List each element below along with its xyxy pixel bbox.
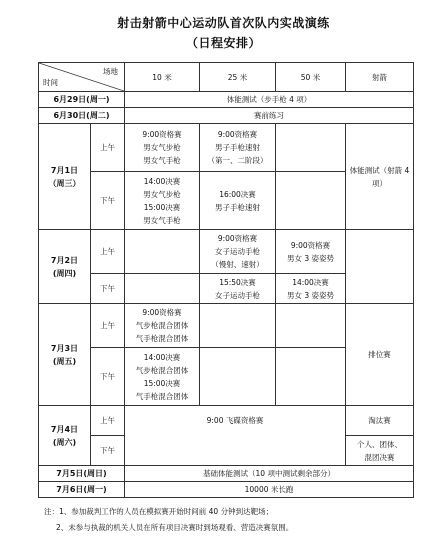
row-0704-am <box>39 406 414 436</box>
date-0702-day: 7月2日 <box>50 255 79 265</box>
cell-0703-am-50m <box>276 304 346 348</box>
cell-0701-archery: 体能测试（射箭 4 项） <box>346 124 414 230</box>
col-header-25m: 25 米 <box>200 63 276 92</box>
period-pm-0701: 下午 <box>91 172 125 230</box>
footnote-1: 注：1、参加裁判工作的人员在模拟赛开始时间前 40 分钟到达靶场； <box>44 507 274 516</box>
event-line: 14:00决赛 <box>292 277 329 287</box>
date-0705: 7月5日(周日) <box>39 466 125 482</box>
event-line: 混团决赛 <box>364 452 395 462</box>
date-0702-weekday: (周四) <box>52 268 77 278</box>
cell-0702-pm-25m <box>200 274 276 304</box>
event-line: 9:00资格赛 <box>217 234 258 243</box>
event-line: 男女气手枪 <box>143 215 181 225</box>
event-line: 气手枪混合团体 <box>135 334 189 343</box>
row-0703-am <box>39 304 414 348</box>
date-0704 <box>39 406 91 466</box>
date-0704-day: 7月4日 <box>50 424 79 434</box>
venue-label: 场地 <box>103 67 118 76</box>
cell-0703-pm-25m <box>200 348 276 406</box>
cell-0703-pm-50m <box>276 348 346 406</box>
date-0701-weekday: （周三） <box>48 178 81 188</box>
venue-time-corner-cell <box>39 63 125 92</box>
content-0706: 10000 米长跑 <box>125 482 414 498</box>
period-pm-0703: 下午 <box>91 348 125 406</box>
cell-0703-pm-10m <box>125 348 200 406</box>
col-header-archery: 射箭 <box>346 63 414 92</box>
period-am-0701: 上午 <box>91 124 125 172</box>
period-pm-0704: 下午 <box>91 436 125 466</box>
row-0702-am <box>39 230 414 274</box>
cell-0701-am-25m <box>200 124 276 172</box>
date-0701-day: 7月1日 <box>50 165 79 175</box>
event-line: 气手枪混合团体 <box>135 391 189 401</box>
event-line: 个人、团体、 <box>357 439 402 449</box>
period-am-0703: 上午 <box>91 304 125 348</box>
header-row <box>39 63 414 92</box>
row-0706 <box>39 482 414 498</box>
event-line: 气步枪混合团体 <box>135 321 189 330</box>
cell-0704-shooting: 9:00 飞碟资格赛 <box>125 406 346 466</box>
cell-0702-pm-10m <box>125 274 200 304</box>
content-0705: 基础体能测试（10 项中测试剩余部分） <box>125 466 414 482</box>
footnote-2: 2、未参与执裁的机关人员在所有项目决赛时到场观看、营造决赛氛围。 <box>56 523 294 532</box>
cell-0703-archery: 排位赛 <box>346 304 414 406</box>
event-line: 气步枪混合团体 <box>135 365 189 375</box>
page-subtitle: （日程安排） <box>185 36 261 50</box>
event-line: 15:00决赛 <box>143 378 181 388</box>
period-am-0704: 上午 <box>91 406 125 436</box>
event-line: 9:00资格赛 <box>142 308 182 317</box>
content-0630: 赛前练习 <box>125 108 414 124</box>
event-line: 男女气步枪 <box>143 189 181 199</box>
event-line: 男子手枪速射 <box>215 202 260 212</box>
schedule-table <box>38 62 414 498</box>
cell-0704-archery-am: 淘汰赛 <box>346 406 414 436</box>
row-0630 <box>39 108 414 124</box>
row-0629 <box>39 92 414 108</box>
row-0705 <box>39 466 414 482</box>
date-0703-weekday: (周五) <box>52 356 77 366</box>
event-line: 女子运动手枪 <box>215 290 260 300</box>
cell-0703-am-10m <box>125 304 200 348</box>
date-0629: 6月29日(周一) <box>39 92 125 108</box>
event-line: 16:00决赛 <box>219 189 256 199</box>
col-header-50m: 50 米 <box>276 63 346 92</box>
cell-0702-am-50m <box>276 230 346 274</box>
date-0701 <box>39 124 91 230</box>
date-0630: 6月30日(周二) <box>39 108 125 124</box>
cell-0703-am-25m <box>200 304 276 348</box>
event-line: 14:00决赛 <box>143 176 181 186</box>
page-title: 射击射箭中心运动队首次队内实战演练 <box>117 16 330 30</box>
event-line: （第一、二阶段） <box>207 156 268 165</box>
date-0703 <box>39 304 91 406</box>
col-header-10m: 10 米 <box>125 63 200 92</box>
cell-0701-am-10m <box>125 124 200 172</box>
cell-0702-am-25m <box>200 230 276 274</box>
event-line: 女子运动手枪 <box>215 247 260 256</box>
cell-0701-pm-10m <box>125 172 200 230</box>
time-label: 时间 <box>43 78 58 87</box>
cell-0701-pm-50m <box>276 172 346 230</box>
cell-0701-am-50m <box>276 124 346 172</box>
cell-0702-archery <box>346 230 414 304</box>
event-line: 男子手枪速射 <box>215 143 260 152</box>
event-line: 男女气步枪 <box>143 143 181 152</box>
period-am-0702: 上午 <box>91 230 125 274</box>
row-0701-am <box>39 124 414 172</box>
cell-0702-pm-50m <box>276 274 346 304</box>
date-0703-day: 7月3日 <box>50 343 79 353</box>
event-line: 15:00决赛 <box>143 202 181 212</box>
content-0629: 体能测试（步手枪 4 项） <box>125 92 414 108</box>
event-line: 14:00决赛 <box>143 352 181 362</box>
date-0702 <box>39 230 91 304</box>
date-0706: 7月6日(周一) <box>39 482 125 498</box>
event-line: 男女 3 姿姿势 <box>286 290 335 300</box>
event-line: 9:00资格赛 <box>142 130 182 139</box>
event-line: 15:50决赛 <box>219 277 256 287</box>
event-line: 男女 3 姿姿势 <box>286 253 335 263</box>
date-0704-weekday: (周六) <box>52 437 77 447</box>
event-line: （慢射、速射） <box>211 260 264 269</box>
footnotes <box>44 504 293 536</box>
event-line: 9:00资格赛 <box>290 240 331 250</box>
event-line: 男女气手枪 <box>143 156 181 165</box>
period-pm-0702: 下午 <box>91 274 125 304</box>
event-line: 9:00资格赛 <box>217 130 258 139</box>
cell-0701-pm-25m <box>200 172 276 230</box>
cell-0704-archery-pm <box>346 436 414 466</box>
cell-0702-am-10m <box>125 230 200 274</box>
